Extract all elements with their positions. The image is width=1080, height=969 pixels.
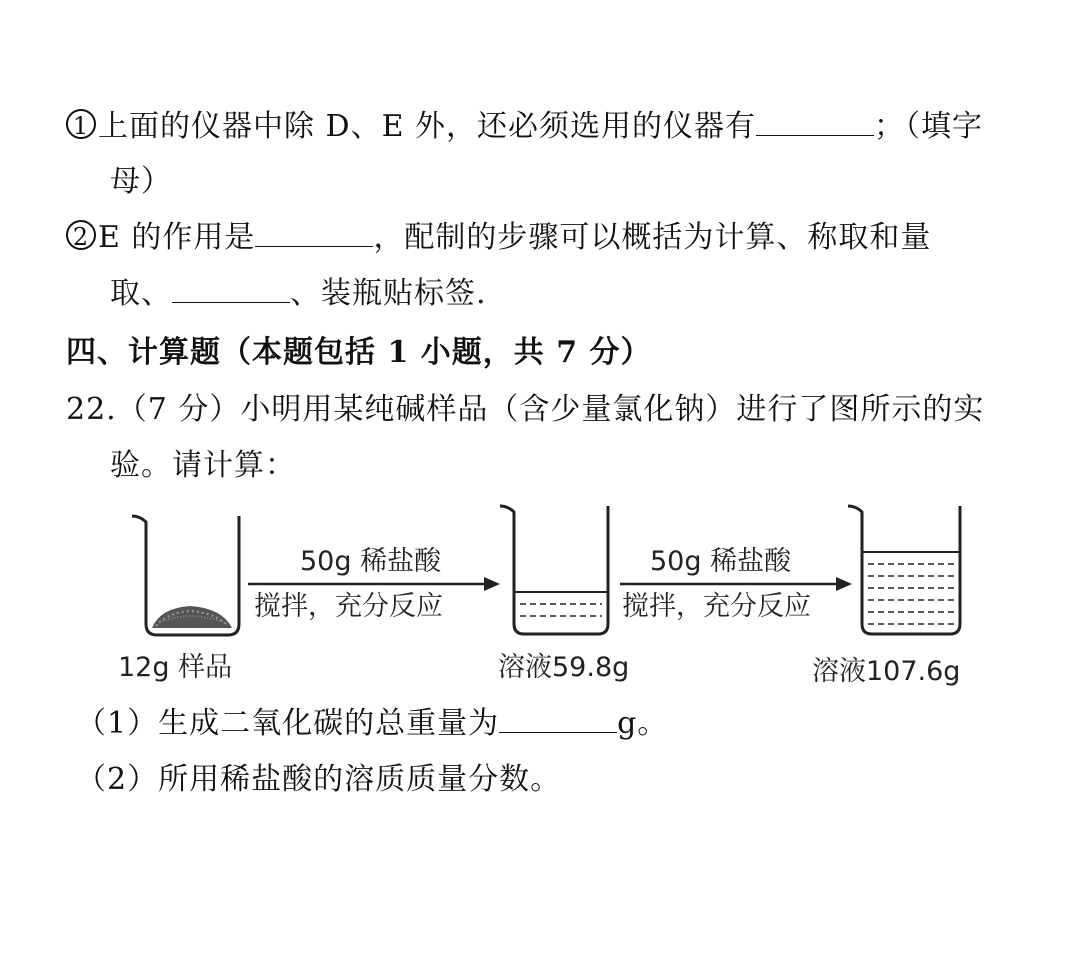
circled-number-1: 1 (66, 109, 96, 139)
question-role-line (66, 218, 931, 258)
step-answer-blank[interactable] (172, 276, 290, 303)
role-continuation-text: 取、 (110, 276, 172, 311)
question-instrument-continuation (110, 162, 172, 202)
co2-answer-blank[interactable] (499, 706, 617, 733)
beaker2-label: 溶液59.8g (498, 652, 630, 683)
question-instrument-line (66, 107, 983, 147)
experiment-figure (0, 500, 1080, 700)
instrument-continuation-text: 母） (110, 164, 172, 199)
subquestion-1-unit: g。 (617, 706, 669, 741)
solid-sample-pile (152, 606, 232, 628)
beaker-sample (132, 516, 239, 635)
problem-22-line2: 验。请计算： (110, 448, 296, 483)
beaker1-label: 12g 样品 (118, 652, 233, 683)
arrow2-reagent-label: 50g 稀盐酸 (650, 546, 792, 577)
instrument-question-tail: ；（填字 (874, 109, 984, 144)
instrument-question-text: 上面的仪器中除 D、E 外，还必须选用的仪器有 (98, 109, 757, 144)
reaction-arrow-2 (620, 546, 852, 622)
arrow1-reagent-label: 50g 稀盐酸 (300, 546, 442, 577)
role-question-tail: ，配制的步骤可以概括为计算、称取和量 (373, 220, 932, 255)
beaker-solution-1 (500, 506, 608, 634)
beaker3-label: 溶液107.6g (812, 656, 961, 687)
beaker-solution-2 (848, 506, 960, 634)
arrow2-condition-label: 搅拌，充分反应 (622, 591, 811, 622)
arrow1-condition-label: 搅拌，充分反应 (254, 591, 443, 622)
role-continuation-tail: 、装瓶贴标签. (290, 276, 487, 311)
role-question-text: E 的作用是 (98, 220, 256, 255)
circled-number-2: 2 (66, 220, 96, 250)
question-role-continuation (110, 274, 487, 314)
problem-22-line1: 22.（7 分）小明用某纯碱样品（含少量氯化钠）进行了图所示的实 (66, 392, 985, 427)
subquestion-1-text: （1）生成二氧化碳的总重量为 (76, 706, 500, 741)
reaction-arrow-1 (248, 546, 500, 622)
subquestion-1 (76, 704, 668, 744)
section-title: 四、计算题（本题包括 1 小题，共 7 分） (66, 335, 652, 370)
instrument-answer-blank[interactable] (756, 109, 874, 136)
subquestion-2: （2）所用稀盐酸的溶质质量分数。 (76, 762, 562, 797)
role-answer-blank[interactable] (255, 220, 373, 247)
